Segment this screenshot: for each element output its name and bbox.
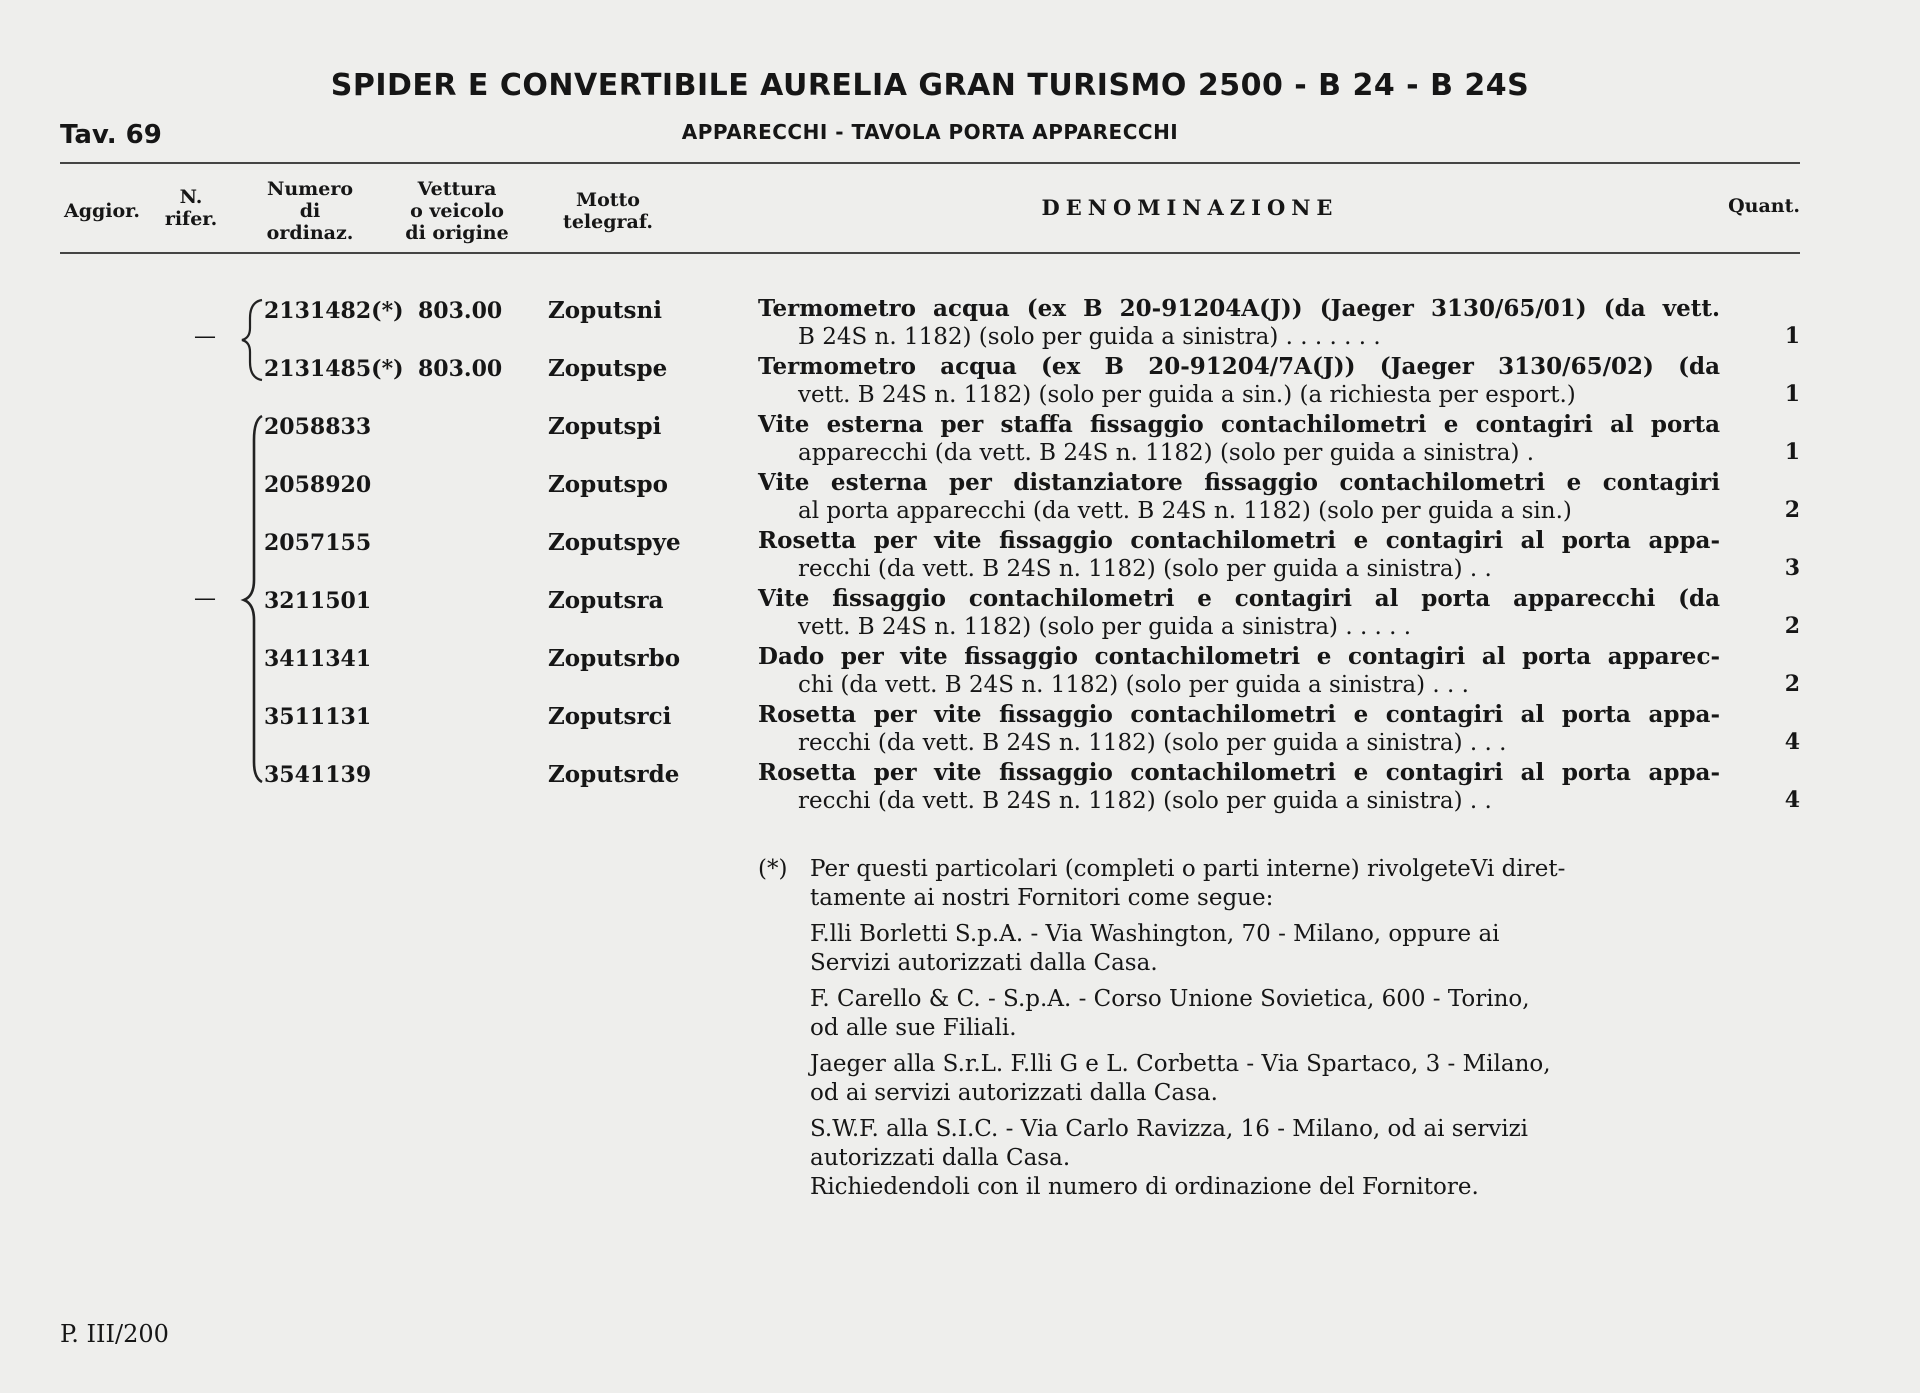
row-den-line1: Termometro acqua (ex B 20-91204A(J)) (Jaeger 3130/65/01) (da vett. — [758, 295, 1720, 322]
header-rifer-line2: rifer. — [164, 208, 218, 230]
footnote-first-line — [758, 855, 1720, 884]
supplier-line-a: F.lli Borletti S.p.A. - Via Washington, 70 - Milano, oppure ai — [810, 921, 1500, 947]
row-numero: 2058920 — [264, 472, 372, 498]
header-vettura-line3: di origine — [405, 222, 509, 244]
header-motto-line2: telegraf. — [563, 211, 653, 233]
row-den-line2: B 24S n. 1182) (solo per guida a sinistra) . . . . . . . — [798, 324, 1381, 350]
table-number: Tav. 69 — [60, 120, 162, 150]
row-numero: 2131482(*) — [264, 298, 404, 324]
row-quant: 1 — [1784, 323, 1800, 349]
header-vettura-line1: Vettura — [417, 178, 497, 200]
row-quant: 4 — [1784, 729, 1800, 755]
row-den-line2: recchi (da vett. B 24S n. 1182) (solo per guida a sinistra) . . . — [798, 730, 1507, 756]
supplier-entry — [758, 920, 1720, 978]
row-denominazione — [758, 642, 1720, 700]
row-motto: Zoputspye — [548, 529, 681, 556]
footnote — [758, 855, 1720, 1202]
row-den-line1: Rosetta per vite fissaggio contachilometri e contagiri al porta appa- — [758, 527, 1720, 554]
row-denominazione — [758, 468, 1720, 526]
row-motto: Zoputsrci — [548, 703, 672, 730]
footnote-line-2: tamente ai nostri Fornitori come segue: — [810, 885, 1274, 911]
page-number: P. III/200 — [60, 1320, 169, 1348]
row-motto: Zoputspo — [548, 471, 668, 498]
row-denominazione — [758, 584, 1720, 642]
row-quant: 2 — [1784, 613, 1800, 639]
footnote-mark: (*) — [758, 856, 788, 882]
row-motto: Zoputspi — [548, 413, 662, 440]
row-den-line2: vett. B 24S n. 1182) (solo per guida a sin.) (a richiesta per esport.) — [798, 382, 1576, 408]
row-motto: Zoputsra — [548, 587, 664, 614]
supplier-line-b: od alle sue Filiali. — [810, 1015, 1017, 1041]
header-quant: Quant. — [1728, 195, 1800, 217]
header-numero-line2: di — [299, 200, 321, 222]
aggior-mark: — — [194, 586, 216, 611]
row-denominazione — [758, 758, 1720, 816]
row-quant: 1 — [1784, 439, 1800, 465]
supplier-line-b: od ai servizi autorizzati dalla Casa. — [810, 1080, 1218, 1106]
row-motto: Zoputsrbo — [548, 645, 681, 672]
supplier-line-a: S.W.F. alla S.I.C. - Via Carlo Ravizza, 16 - Milano, od ai servizi — [810, 1116, 1529, 1142]
row-den-line2: recchi (da vett. B 24S n. 1182) (solo per guida a sinistra) . . — [798, 788, 1492, 814]
header-motto-line1: Motto — [576, 189, 640, 211]
row-vettura: 803.00 — [418, 298, 503, 324]
footnote-closing: Richiedendoli con il numero di ordinazione del Fornitore. — [810, 1174, 1479, 1200]
row-den-line1: Vite esterna per staffa fissaggio contachilometri e contagiri al porta — [758, 411, 1720, 438]
row-den-line1: Rosetta per vite fissaggio contachilometri e contagiri al porta appa- — [758, 759, 1720, 786]
brace-top — [242, 300, 262, 380]
supplier-entry — [758, 985, 1720, 1043]
row-numero: 3541139 — [264, 762, 372, 788]
supplier-line-b: autorizzati dalla Casa. — [810, 1145, 1071, 1171]
row-motto: Zoputsni — [548, 297, 662, 324]
supplier-line-b: Servizi autorizzati dalla Casa. — [810, 950, 1158, 976]
row-quant: 2 — [1784, 671, 1800, 697]
header-rifer-line1: N. — [179, 186, 203, 208]
row-numero: 2058833 — [264, 414, 372, 440]
row-motto: Zoputspe — [548, 355, 668, 382]
aggior-mark: — — [194, 324, 216, 349]
row-den-line2: recchi (da vett. B 24S n. 1182) (solo per guida a sinistra) . . — [798, 556, 1492, 582]
row-numero: 2131485(*) — [264, 356, 404, 382]
row-quant: 3 — [1784, 555, 1800, 581]
row-quant: 4 — [1784, 787, 1800, 813]
brace-bottom — [244, 416, 262, 782]
supplier-entry — [758, 1050, 1720, 1108]
row-den-line1: Termometro acqua (ex B 20-91204/7A(J)) (Jaeger 3130/65/02) (da — [758, 353, 1720, 380]
row-den-line1: Dado per vite fissaggio contachilometri e contagiri al porta apparec- — [758, 643, 1720, 670]
row-den-line1: Vite esterna per distanziatore fissaggio contachilometri e contagiri — [758, 469, 1720, 496]
row-den-line1: Rosetta per vite fissaggio contachilometri e contagiri al porta appa- — [758, 701, 1720, 728]
row-numero: 2057155 — [264, 530, 372, 556]
row-denominazione — [758, 526, 1720, 584]
page-subtitle: APPARECCHI - TAVOLA PORTA APPARECCHI — [681, 120, 1179, 144]
row-numero: 3211501 — [264, 588, 372, 614]
supplier-line-a: F. Carello & C. - S.p.A. - Corso Unione Sovietica, 600 - Torino, — [810, 986, 1530, 1012]
header-vettura-line2: o veicolo — [410, 200, 504, 222]
row-den-line2: apparecchi (da vett. B 24S n. 1182) (solo per guida a sinistra) . — [798, 440, 1535, 466]
header-numero-line3: ordinaz. — [266, 222, 354, 244]
row-motto: Zoputsrde — [548, 761, 680, 788]
row-denominazione — [758, 294, 1720, 352]
row-numero: 3511131 — [264, 704, 372, 730]
row-den-line2: chi (da vett. B 24S n. 1182) (solo per guida a sinistra) . . . — [798, 672, 1469, 698]
row-den-line1: Vite fissaggio contachilometri e contagiri al porta apparecchi (da — [758, 585, 1720, 612]
row-den-line2: vett. B 24S n. 1182) (solo per guida a sinistra) . . . . . — [798, 614, 1412, 640]
footnote-line-1: Per questi particolari (completi o parti interne) rivolgeteVi diret- — [810, 856, 1566, 882]
header-numero-line1: Numero — [266, 178, 354, 200]
row-quant: 1 — [1784, 381, 1800, 407]
row-denominazione — [758, 700, 1720, 758]
row-denominazione — [758, 352, 1720, 410]
row-numero: 3411341 — [264, 646, 372, 672]
header-aggior: Aggior. — [63, 200, 141, 222]
supplier-line-a: Jaeger alla S.r.L. F.lli G e L. Corbetta - Via Spartaco, 3 - Milano, — [810, 1051, 1551, 1077]
page-title: SPIDER E CONVERTIBILE AURELIA GRAN TURISMO 2500 - B 24 - B 24S — [330, 68, 1530, 103]
row-quant: 2 — [1784, 497, 1800, 523]
row-den-line2: al porta apparecchi (da vett. B 24S n. 1182) (solo per guida a sin.) — [798, 498, 1572, 524]
row-denominazione — [758, 410, 1720, 468]
header-denominazione: DENOMINAZIONE — [1041, 195, 1339, 220]
row-vettura: 803.00 — [418, 356, 503, 382]
supplier-entry — [758, 1115, 1720, 1173]
